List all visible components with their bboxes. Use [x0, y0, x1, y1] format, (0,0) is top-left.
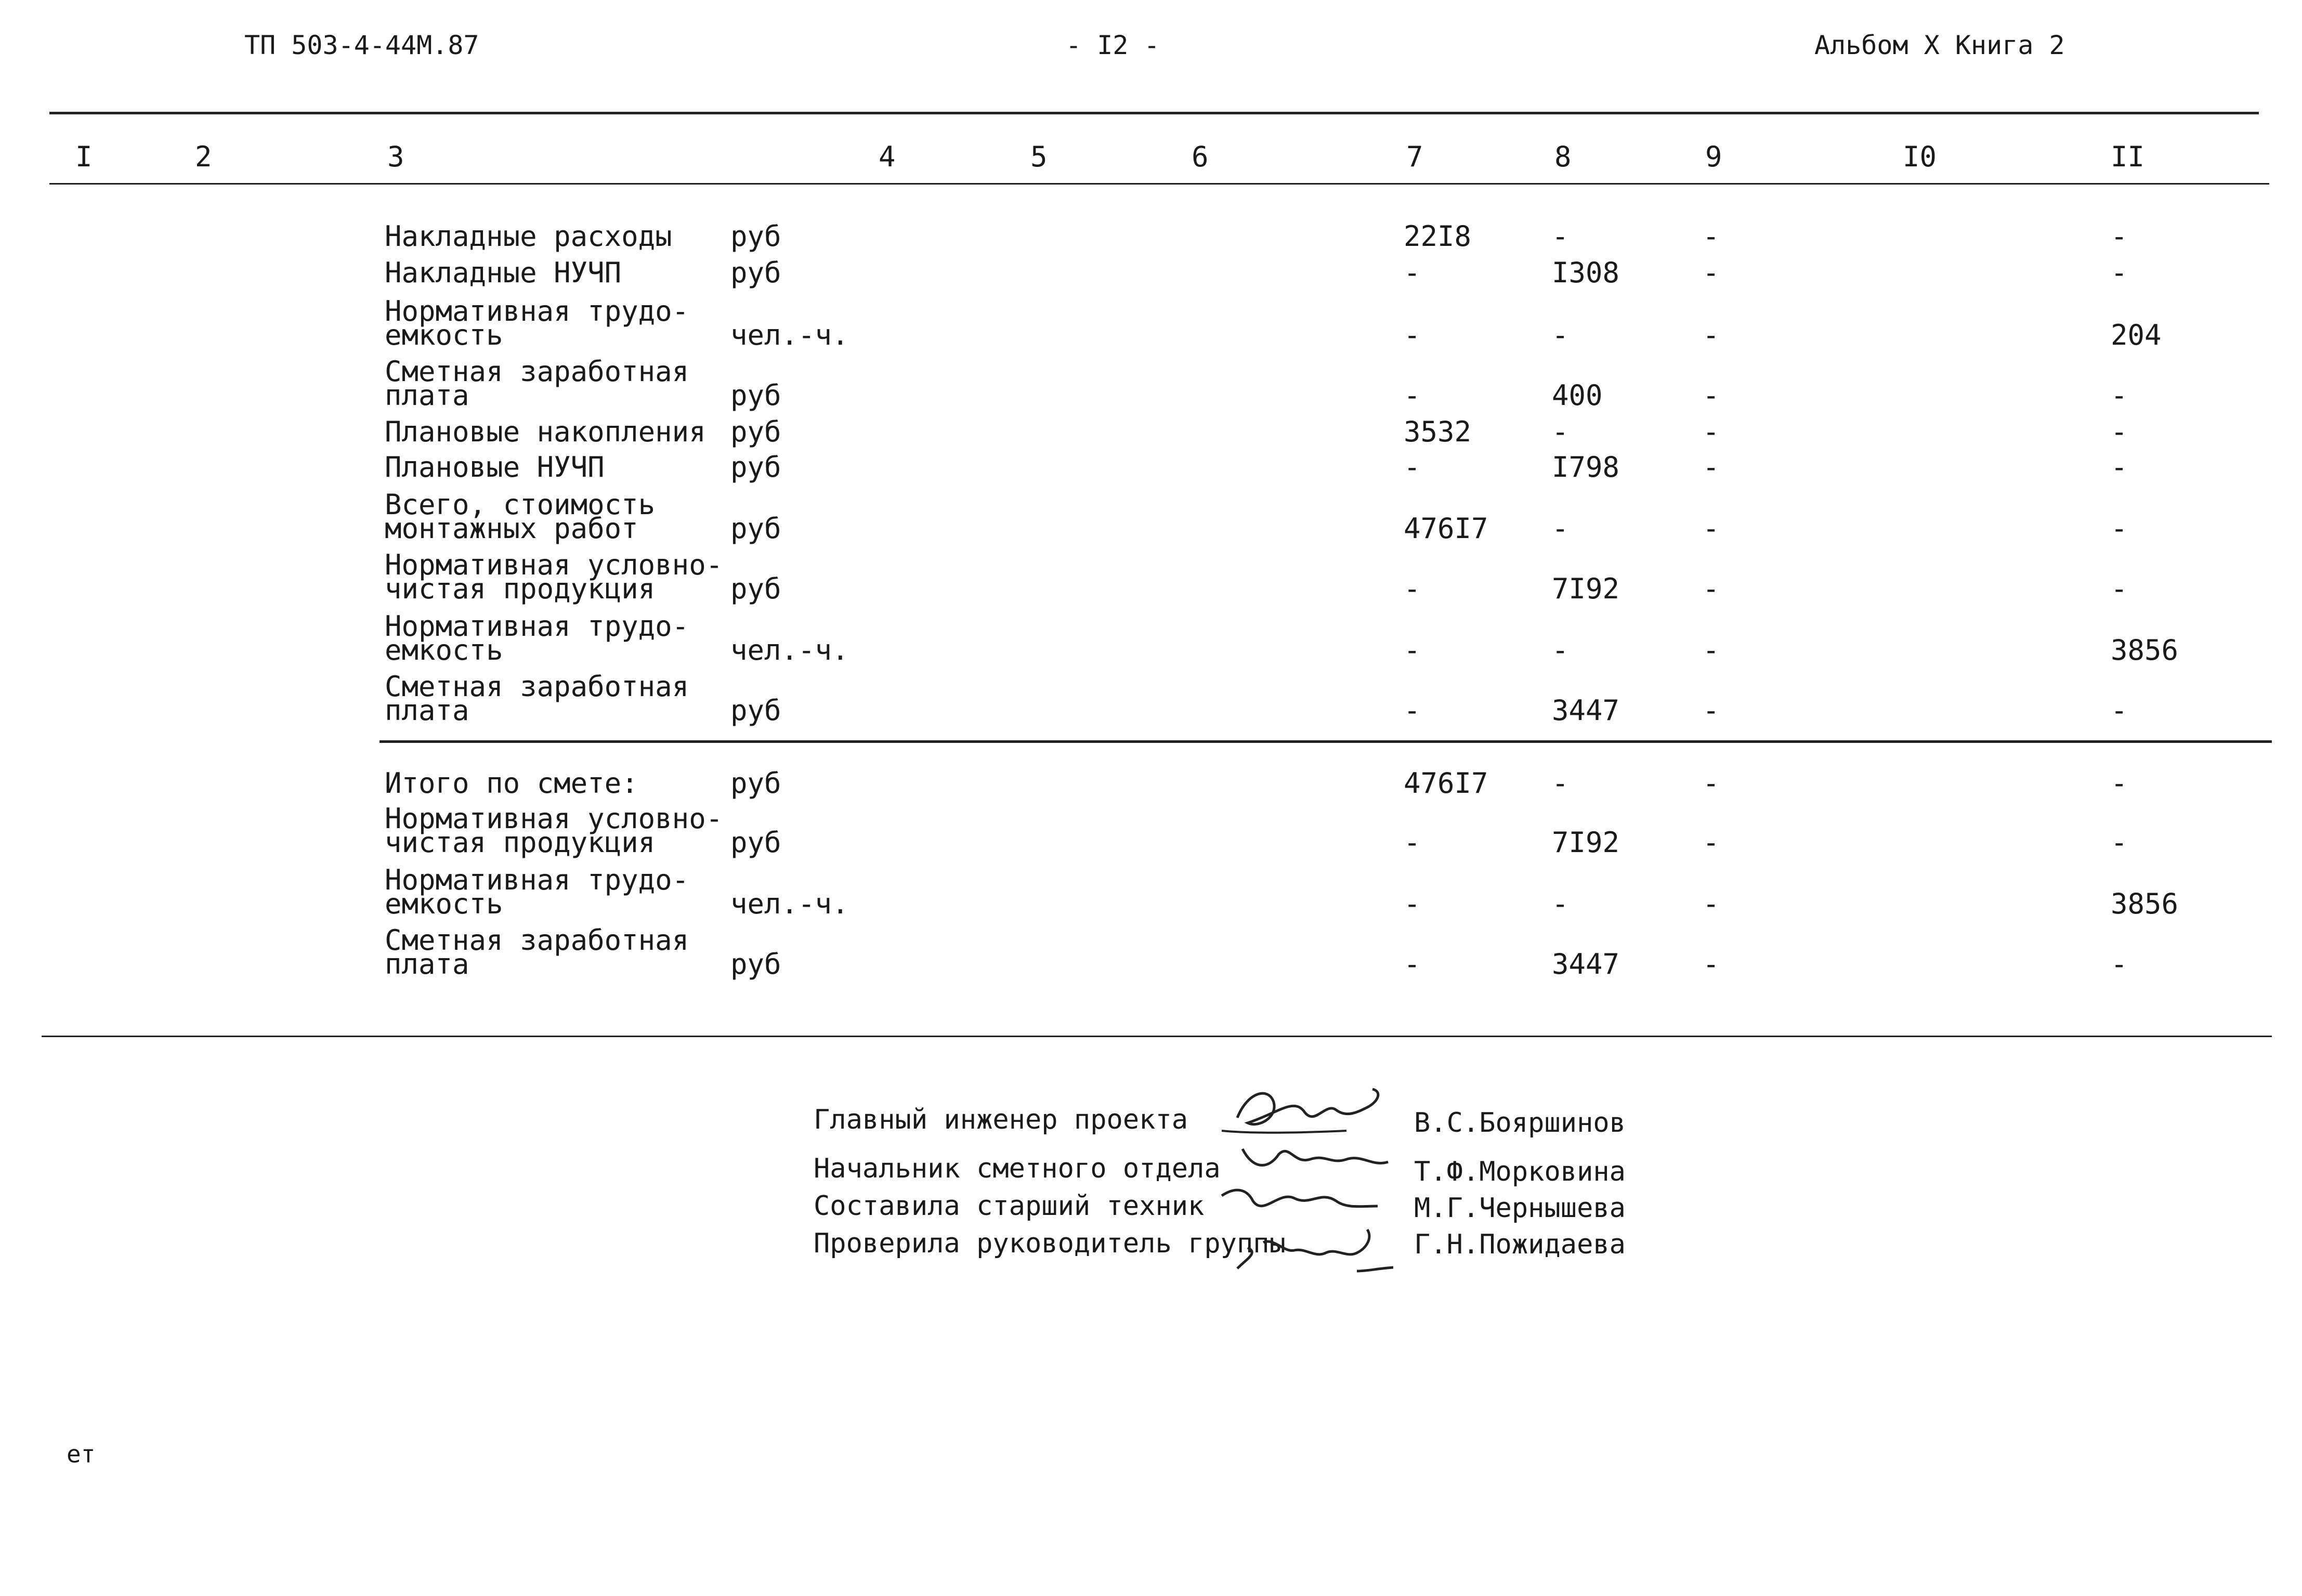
total-col7: 476I7: [1404, 767, 1488, 800]
row-col9: -: [1703, 379, 1720, 412]
row-col8: 3447: [1552, 694, 1620, 727]
row-col11: 204: [2111, 319, 2162, 351]
signature-title: Составила старший техник: [814, 1191, 1205, 1222]
handwritten-signature-2: [1237, 1139, 1393, 1180]
column-number-10: I0: [1903, 140, 1937, 173]
row-col11: -: [2111, 451, 2128, 483]
row-col9: -: [1703, 572, 1720, 605]
handwritten-signature-1: [1217, 1081, 1404, 1144]
signature-title: Главный инженер проекта: [814, 1104, 1188, 1135]
row-col8: -: [1552, 319, 1569, 351]
column-number-1: I: [75, 140, 93, 173]
row-col11: -: [2111, 572, 2128, 605]
total-col9: -: [1703, 767, 1720, 800]
row-col7: -: [1404, 634, 1421, 666]
column-header-rule: [49, 183, 2269, 185]
total-unit: руб: [730, 826, 781, 859]
row-col8: -: [1552, 415, 1569, 448]
row-unit: руб: [730, 694, 781, 727]
row-unit: руб: [730, 512, 781, 545]
row-label: Плановые накопления: [385, 415, 706, 448]
row-col8: I308: [1552, 256, 1620, 289]
row-col11: -: [2111, 415, 2128, 448]
row-unit: чел.-ч.: [730, 319, 849, 351]
column-number-8: 8: [1554, 140, 1572, 173]
signature-name: М.Г.Чернышева: [1414, 1193, 1626, 1224]
row-label: Плановые НУЧП: [385, 451, 605, 483]
row-col11: -: [2111, 694, 2128, 727]
total-col7: -: [1404, 826, 1421, 859]
row-unit: руб: [730, 451, 781, 483]
row-col9: -: [1703, 694, 1720, 727]
row-col9: -: [1703, 256, 1720, 289]
table-top-rule: [49, 112, 2259, 114]
row-label: Сметная заработная плата: [385, 355, 689, 412]
column-number-11: II: [2111, 140, 2145, 173]
row-label: Нормативная трудо- емкость: [385, 295, 689, 351]
row-col7: -: [1404, 572, 1421, 605]
signature-name: Т.Ф.Морковина: [1414, 1156, 1626, 1187]
column-number-6: 6: [1192, 140, 1209, 173]
handwritten-signature-3: [1217, 1180, 1383, 1222]
row-label: Сметная заработная плата: [385, 670, 689, 727]
row-col11: 3856: [2111, 634, 2179, 666]
row-col7: -: [1404, 319, 1421, 351]
row-label: Нормативная трудо- емкость: [385, 610, 689, 666]
row-label: Накладные расходы: [385, 220, 672, 253]
column-number-7: 7: [1406, 140, 1423, 173]
handwritten-signature-4: [1227, 1222, 1404, 1279]
totals-separator-rule: [380, 740, 2272, 743]
total-unit: руб: [730, 767, 781, 800]
row-label: Нормативная условно- чистая продукция: [385, 548, 723, 605]
row-col9: -: [1703, 451, 1720, 483]
row-col11: -: [2111, 220, 2128, 253]
total-label: Нормативная трудо- емкость: [385, 864, 689, 920]
total-col8: 7I92: [1552, 826, 1620, 859]
total-unit: чел.-ч.: [730, 887, 849, 920]
total-unit: руб: [730, 948, 781, 980]
total-col9: -: [1703, 826, 1720, 859]
row-col9: -: [1703, 512, 1720, 545]
row-unit: руб: [730, 379, 781, 412]
row-unit: чел.-ч.: [730, 634, 849, 666]
row-col8: 7I92: [1552, 572, 1620, 605]
column-number-5: 5: [1030, 140, 1048, 173]
row-col8: -: [1552, 634, 1569, 666]
row-col7: -: [1404, 451, 1421, 483]
column-number-3: 3: [387, 140, 404, 173]
row-col11: -: [2111, 379, 2128, 412]
total-col9: -: [1703, 887, 1720, 920]
footer-mark: ет: [67, 1440, 96, 1468]
row-col8: -: [1552, 220, 1569, 253]
row-col9: -: [1703, 220, 1720, 253]
row-unit: руб: [730, 572, 781, 605]
row-col11: -: [2111, 256, 2128, 289]
total-col11: -: [2111, 948, 2128, 980]
row-unit: руб: [730, 415, 781, 448]
row-col7: -: [1404, 256, 1421, 289]
signature-name: Г.Н.Пожидаева: [1414, 1229, 1626, 1260]
total-col11: -: [2111, 767, 2128, 800]
signature-title: Начальник сметного отдела: [814, 1153, 1221, 1184]
row-label: Накладные НУЧП: [385, 256, 622, 289]
total-col11: -: [2111, 826, 2128, 859]
total-col8: -: [1552, 887, 1569, 920]
total-label: Нормативная условно- чистая продукция: [385, 802, 723, 859]
row-col8: -: [1552, 512, 1569, 545]
total-col7: -: [1404, 948, 1421, 980]
row-col7: 476I7: [1404, 512, 1488, 545]
total-col7: -: [1404, 887, 1421, 920]
row-col9: -: [1703, 319, 1720, 351]
column-number-2: 2: [195, 140, 212, 173]
row-col7: 3532: [1404, 415, 1472, 448]
total-label: Итого по смете:: [385, 767, 638, 800]
document-code: ТП 503-4-44М.87: [244, 30, 479, 60]
row-col9: -: [1703, 415, 1720, 448]
total-col8: 3447: [1552, 948, 1620, 980]
row-col7: -: [1404, 379, 1421, 412]
row-col8: I798: [1552, 451, 1620, 483]
row-col7: -: [1404, 694, 1421, 727]
album-label: Альбом X Книга 2: [1814, 30, 2065, 60]
total-col11: 3856: [2111, 887, 2179, 920]
row-unit: руб: [730, 256, 781, 289]
table-bottom-rule: [42, 1036, 2272, 1037]
column-number-9: 9: [1705, 140, 1722, 173]
row-col9: -: [1703, 634, 1720, 666]
total-col8: -: [1552, 767, 1569, 800]
signature-title: Проверила руководитель группы: [814, 1228, 1286, 1259]
page-number: - I2 -: [1066, 30, 1160, 60]
column-number-4: 4: [879, 140, 896, 173]
row-col11: -: [2111, 512, 2128, 545]
total-label: Сметная заработная плата: [385, 924, 689, 980]
row-col7: 22I8: [1404, 220, 1472, 253]
row-unit: руб: [730, 220, 781, 253]
row-label: Всего, стоимость монтажных работ: [385, 488, 656, 545]
row-col8: 400: [1552, 379, 1603, 412]
total-col9: -: [1703, 948, 1720, 980]
signature-name: В.С.Бояршинов: [1414, 1107, 1626, 1139]
